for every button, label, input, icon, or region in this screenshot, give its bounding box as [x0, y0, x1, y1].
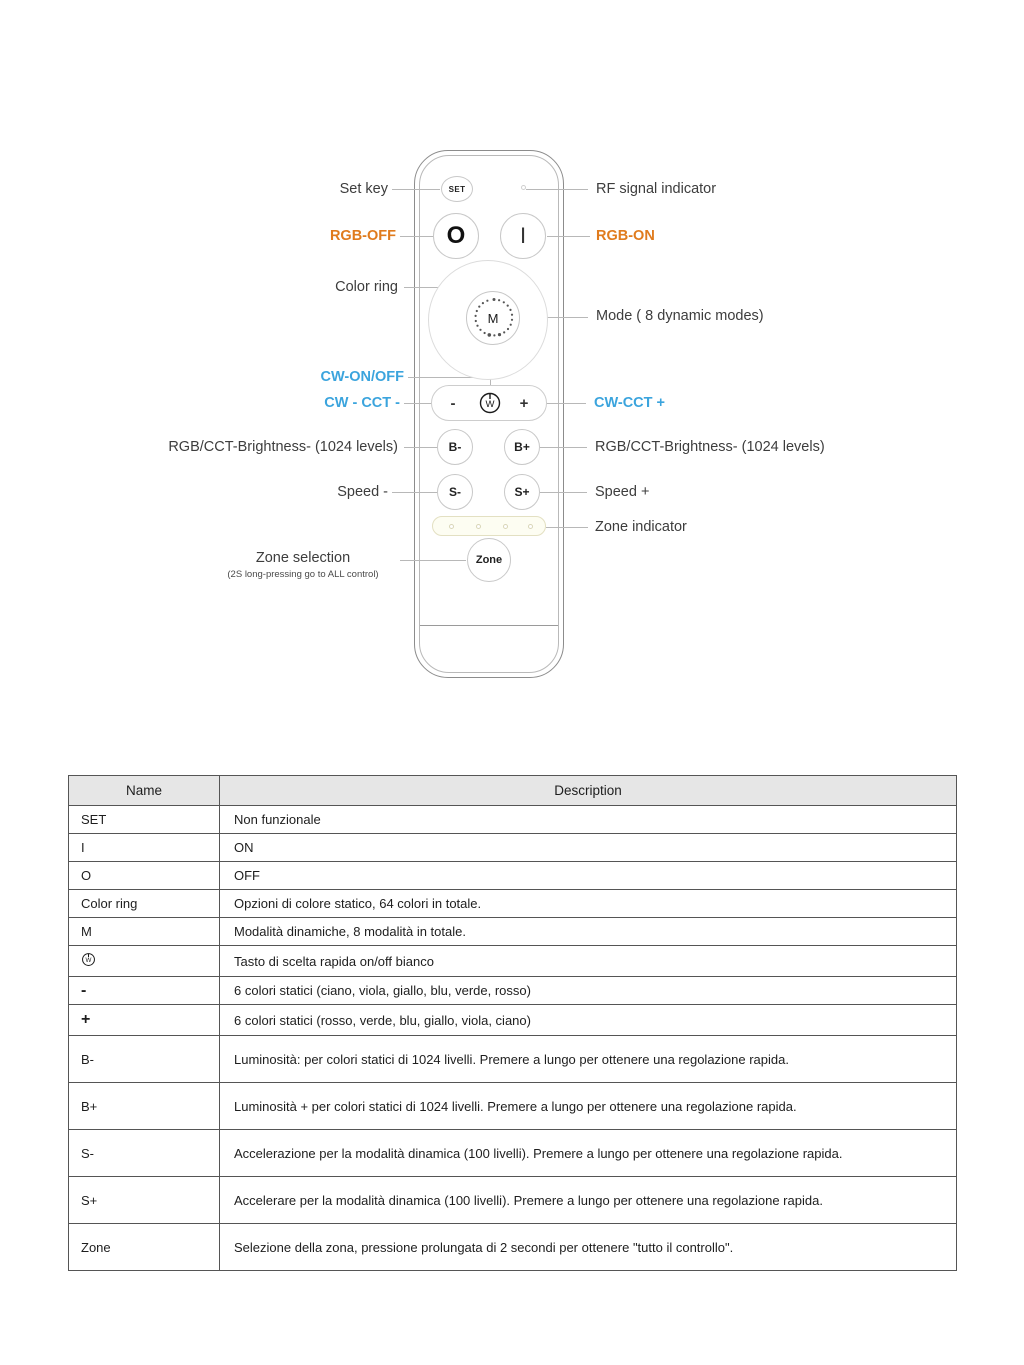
rgb-off-button-label: O: [446, 222, 466, 249]
zone-button[interactable]: [467, 538, 511, 582]
table-cell-name-text: Color ring: [81, 896, 138, 911]
table-header-row: [69, 776, 957, 806]
table-cell-description: OFF: [220, 862, 957, 890]
table-cell-name-text: Zone: [81, 1239, 111, 1255]
leader-line-zone-selection: [400, 560, 466, 561]
leader-line-set-key: [392, 189, 440, 190]
table-cell-name-text: +: [81, 1011, 91, 1028]
table-cell-description: Tasto di scelta rapida on/off bianco: [220, 946, 957, 977]
callout-brightness-left: RGB/CCT-Brightness- (1024 levels): [168, 439, 398, 455]
rgb-on-button[interactable]: [500, 213, 546, 259]
table-cell-description: Accelerare per la modalità dinamica (100 livelli). Premere a lungo per ottenere una regolazione rapida.: [220, 1177, 957, 1224]
leader-line-rgb-off: [400, 236, 434, 237]
table-cell-name: [69, 806, 220, 834]
mode-button-label: M: [487, 310, 499, 326]
table-row: [69, 1130, 957, 1177]
table-cell-name: [69, 1005, 220, 1036]
callout-mode: Mode ( 8 dynamic modes): [596, 308, 764, 324]
table-cell-description: Opzioni di colore statico, 64 colori in totale.: [220, 890, 957, 918]
table-row: [69, 806, 957, 834]
brightness-up-button[interactable]: [504, 429, 540, 465]
callout-speed-minus: Speed -: [337, 484, 388, 500]
table-cell-description: Accelerazione per la modalità dinamica (100 livelli). Premere a lungo per ottenere una regolazione rapida.: [220, 1130, 957, 1177]
callout-rgb-off: RGB-OFF: [329, 228, 396, 244]
table-cell-name: [69, 946, 220, 977]
brightness-down-label: B-: [448, 440, 462, 454]
zone-indicator-led-3: [503, 524, 508, 529]
table-cell-name-text: S+: [81, 1192, 98, 1208]
table-cell-name: [69, 890, 220, 918]
set-button[interactable]: [441, 176, 473, 202]
table-cell-description: 6 colori statici (ciano, viola, giallo, blu, verde, rosso): [220, 977, 957, 1005]
callout-zone-selection-subtitle: (2S long-pressing go to ALL control): [227, 569, 379, 581]
callout-zone-selection-title: Zone selection: [255, 550, 351, 566]
rgb-on-button-label: I: [519, 223, 527, 248]
button-description-table: [68, 775, 957, 1271]
table-cell-name-text: S-: [81, 1145, 94, 1161]
cw-cct-plus-label: +: [519, 394, 529, 412]
callout-zone-selection: [210, 550, 396, 581]
zone-button-label: Zone: [475, 554, 503, 566]
table-cell-name: [69, 977, 220, 1005]
leader-line-rf: [526, 189, 588, 190]
table-row: [69, 918, 957, 946]
table-cell-name: [69, 1130, 220, 1177]
leader-line-brightness-right: [540, 447, 587, 448]
table-row: [69, 946, 957, 977]
speed-up-label: S+: [514, 485, 530, 499]
table-row: [69, 1005, 957, 1036]
zone-indicator-led-2: [476, 524, 481, 529]
table-cell-name-text: -: [81, 982, 87, 999]
set-button-label: SET: [448, 184, 466, 194]
table-cell-description: Modalità dinamiche, 8 modalità in totale.: [220, 918, 957, 946]
brightness-down-button[interactable]: [437, 429, 473, 465]
cw-power-w-button[interactable]: [478, 391, 502, 415]
table-row: [69, 977, 957, 1005]
table-cell-name-text: O: [81, 868, 92, 883]
leader-line-zone-indicator: [546, 527, 588, 528]
table-cell-description: 6 colori statici (rosso, verde, blu, giallo, viola, ciano): [220, 1005, 957, 1036]
leader-line-speed-plus: [540, 492, 587, 493]
callout-speed-plus: Speed +: [595, 484, 650, 500]
leader-line-speed-minus: [392, 492, 438, 493]
table-cell-name: [69, 918, 220, 946]
table-row: [69, 1224, 957, 1271]
svg-text:W: W: [485, 399, 495, 410]
table-cell-name: [69, 1083, 220, 1130]
table-cell-name: [69, 1224, 220, 1271]
zone-indicator-led-1: [449, 524, 454, 529]
table-body: [69, 806, 957, 1271]
leader-line-rgb-on: [547, 236, 590, 237]
mode-button[interactable]: [466, 291, 520, 345]
table-cell-description: Luminosità: per colori statici di 1024 livelli. Premere a lungo per ottenere una regolazione rapida.: [220, 1036, 957, 1083]
table-cell-description: Luminosità + per colori statici di 1024 livelli. Premere a lungo per ottenere una regolazione rapida.: [220, 1083, 957, 1130]
table-row: [69, 1083, 957, 1130]
table-cell-name-text: B-: [81, 1051, 94, 1067]
table-cell-name-text: SET: [81, 812, 107, 827]
rf-signal-indicator-led: [521, 185, 526, 190]
speed-up-button[interactable]: [504, 474, 540, 510]
callout-set-key: Set key: [339, 181, 388, 197]
table-cell-description: ON: [220, 834, 957, 862]
speed-down-label: S-: [449, 485, 461, 499]
brightness-up-label: B+: [514, 440, 530, 454]
table-row: [69, 1036, 957, 1083]
svg-text:W: W: [85, 957, 92, 964]
zone-indicator-led-4: [528, 524, 533, 529]
table-row: [69, 834, 957, 862]
table-cell-description: Non funzionale: [220, 806, 957, 834]
table-cell-name: [69, 1177, 220, 1224]
cw-cct-minus-label: -: [450, 394, 456, 412]
table-cell-name: [69, 834, 220, 862]
zone-indicator-leds: [432, 516, 546, 536]
leader-line-cw-cct-plus: [546, 403, 586, 404]
callout-rgb-on: RGB-ON: [596, 228, 655, 244]
table-cell-name-text: B+: [81, 1098, 98, 1114]
table-header-description: Description: [220, 776, 957, 806]
table-cell-name-text: M: [81, 924, 92, 939]
table-cell-name: [69, 862, 220, 890]
table-row: [69, 862, 957, 890]
table-cell-name: [69, 1036, 220, 1083]
speed-down-button[interactable]: [437, 474, 473, 510]
power-w-icon: [81, 952, 96, 967]
callout-brightness-right: RGB/CCT-Brightness- (1024 levels): [595, 439, 825, 455]
table-row: [69, 1177, 957, 1224]
battery-cover-divider: [420, 625, 558, 626]
cw-cct-plus-button[interactable]: [515, 393, 533, 413]
leader-line-cw-cct-minus: [404, 403, 434, 404]
callout-cw-cct-minus: CW - CCT -: [324, 395, 400, 411]
rgb-off-button[interactable]: [433, 213, 479, 259]
callout-rf-signal-indicator: RF signal indicator: [596, 181, 717, 197]
table-header-name: Name: [69, 776, 220, 806]
callout-cw-on-off: CW-ON/OFF: [320, 369, 404, 385]
leader-line-brightness-left: [404, 447, 438, 448]
table-cell-name-text: I: [81, 840, 85, 855]
callout-color-ring: Color ring: [335, 279, 398, 295]
callout-zone-indicator: Zone indicator: [595, 519, 687, 535]
table-row: [69, 890, 957, 918]
table-cell-description: Selezione della zona, pressione prolungata di 2 secondi per ottenere "tutto il controllo".: [220, 1224, 957, 1271]
callout-cw-cct-plus: CW-CCT +: [594, 395, 665, 411]
cw-cct-minus-button[interactable]: [444, 393, 462, 413]
